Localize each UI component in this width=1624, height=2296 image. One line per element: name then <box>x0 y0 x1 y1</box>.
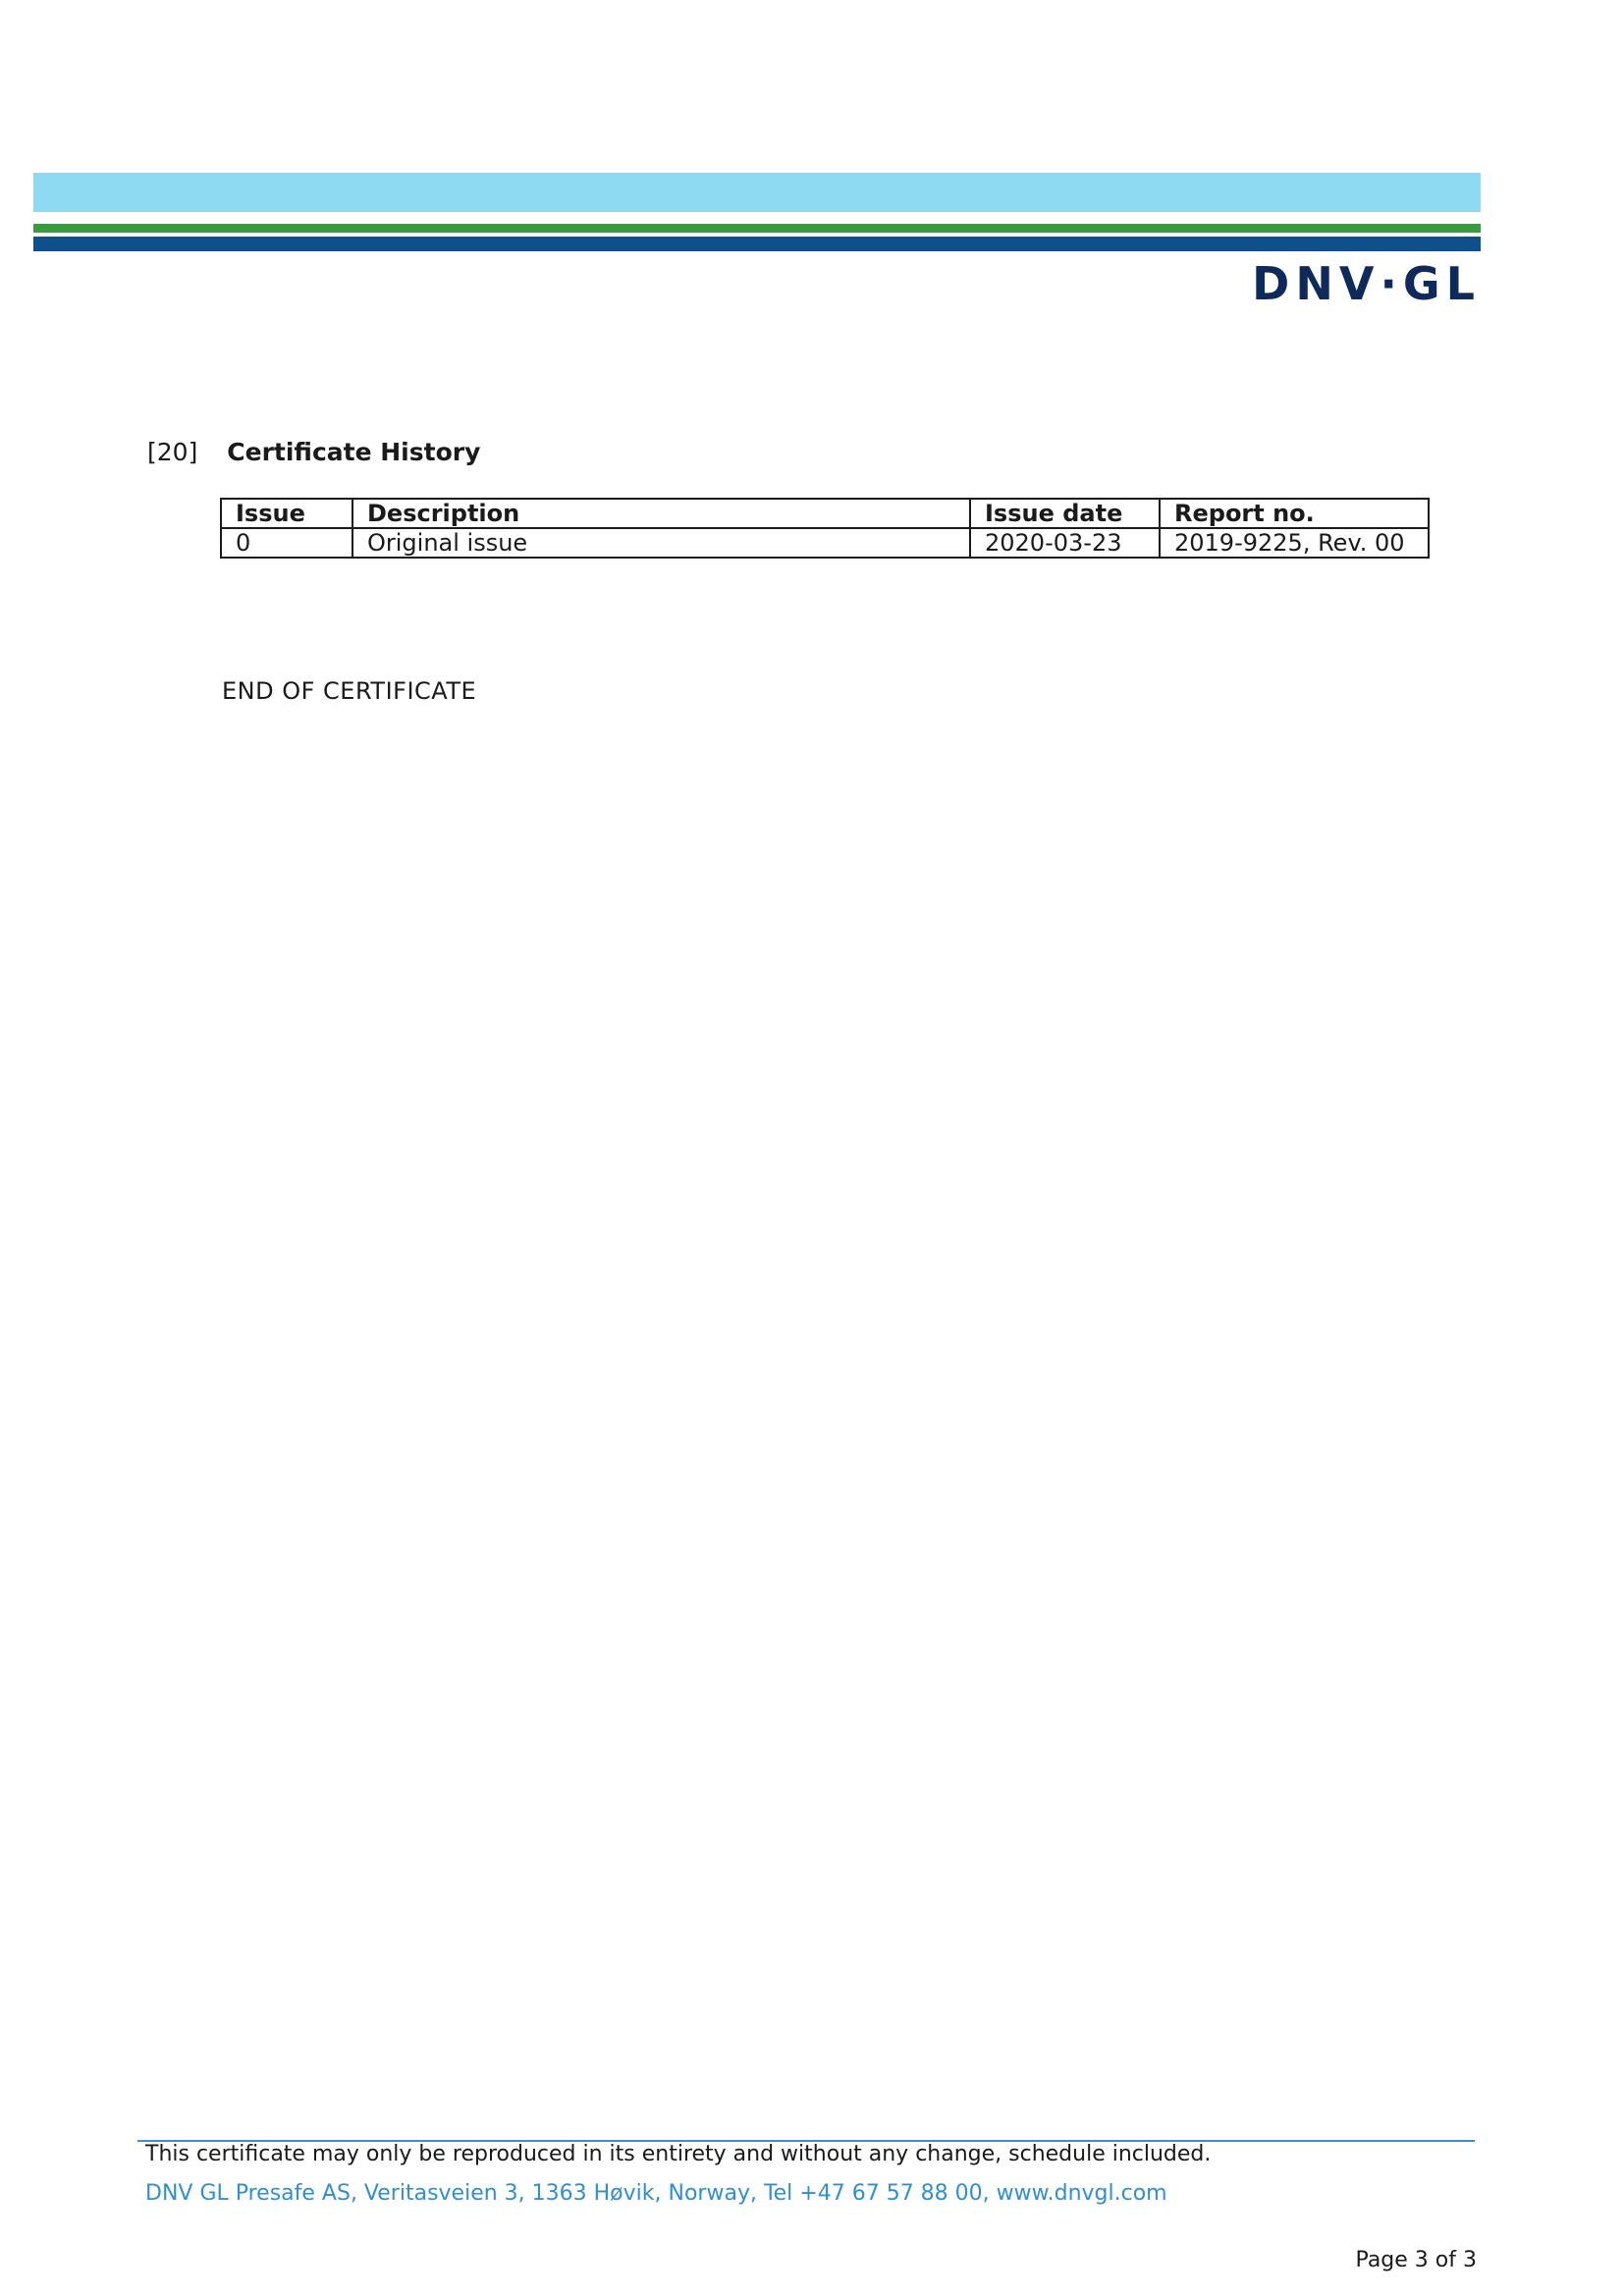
header-report-no: Report no. <box>1160 499 1429 528</box>
header-band-blue <box>33 237 1481 251</box>
certificate-history-table <box>220 498 1430 559</box>
header-issue-date: Issue date <box>970 499 1160 528</box>
header-description: Description <box>352 499 970 528</box>
table-row <box>221 528 1429 558</box>
end-of-certificate: END OF CERTIFICATE <box>222 677 477 705</box>
header-band-green <box>33 224 1481 233</box>
section-number: [20] <box>147 438 198 466</box>
cell-issue-date: 2020-03-23 <box>970 528 1160 558</box>
cell-issue: 0 <box>221 528 352 558</box>
section-title: Certificate History <box>227 438 481 466</box>
header-issue: Issue <box>221 499 352 528</box>
company-logo: DNV·GL <box>1252 257 1481 310</box>
cell-report-no: 2019-9225, Rev. 00 <box>1160 528 1429 558</box>
page-number: Page 3 of 3 <box>1355 2248 1477 2272</box>
section-heading <box>147 438 480 466</box>
header-band-light <box>33 173 1481 212</box>
footer-notice: This certificate may only be reproduced in its entirety and without any change, schedule included. <box>145 2142 1212 2166</box>
cell-description: Original issue <box>352 528 970 558</box>
footer-address: DNV GL Presafe AS, Veritasveien 3, 1363 Høvik, Norway, Tel +47 67 57 88 00, www.dnvgl.com <box>145 2181 1167 2206</box>
table-header-row <box>221 499 1429 528</box>
